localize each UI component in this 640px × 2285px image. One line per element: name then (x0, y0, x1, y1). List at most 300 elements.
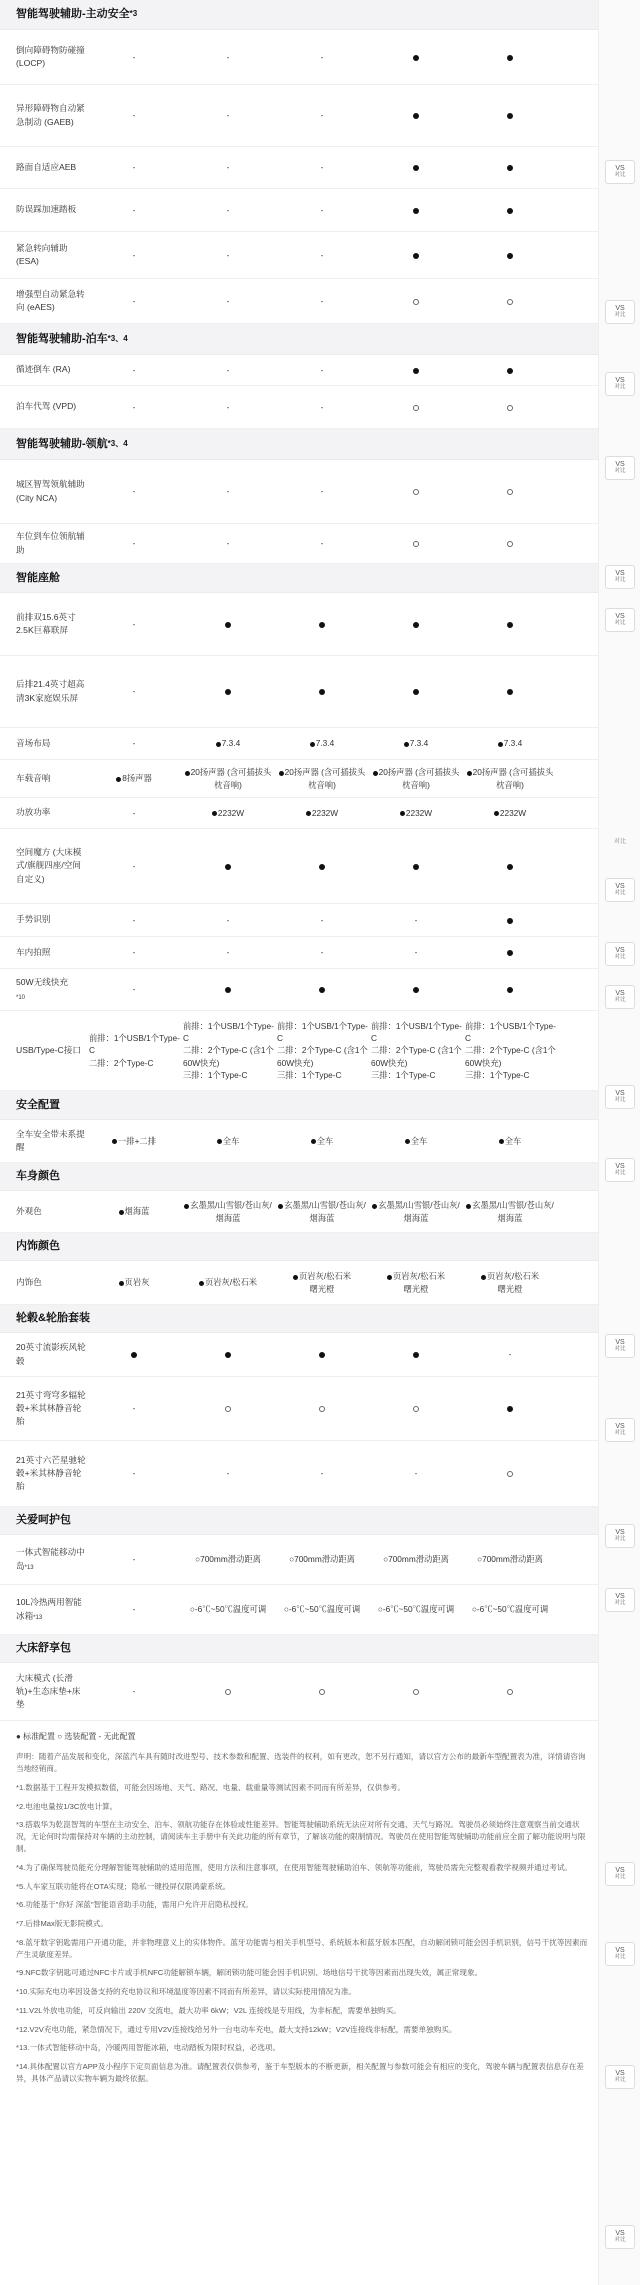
footnote: *11.V2L外放电功能，可反向输出 220V 交流电，最大功率 6kW；V2L 连接线是专用线，为非标配，需要单独购买。 (16, 2005, 401, 2015)
compare-label: 对比 (614, 383, 626, 390)
compare-button[interactable] (605, 878, 635, 902)
cell: - (132, 807, 136, 818)
compare-label: 对比 (614, 1169, 626, 1176)
cell-dot (275, 860, 369, 872)
row-label: 全车安全带未系提醒 (16, 1128, 85, 1152)
vs-icon: VS (615, 1162, 625, 1170)
optional-ring (413, 1689, 419, 1695)
footnote: 声明：随着产品发展和变化，深蓝汽车具有随时改进型号、技术参数和配置、选装件的权利，如有更改，恕不另行通知，请以官方公布的最新车型配置表为准，详情请咨询当地经销商。 (16, 1752, 586, 1774)
row-label: 音场布局 (16, 737, 51, 748)
standard-dot (310, 742, 315, 747)
row-speakers (0, 760, 640, 798)
standard-dot (225, 622, 231, 628)
cell (463, 1135, 557, 1147)
compare-button[interactable] (605, 160, 635, 184)
cell: - (320, 51, 324, 62)
row-space-magic (0, 829, 640, 904)
cell (463, 807, 557, 819)
cell: - (226, 162, 230, 173)
standard-dot (507, 689, 513, 695)
row-locp (0, 30, 640, 85)
compare-button[interactable] (605, 372, 635, 396)
section-body-color (0, 1163, 640, 1191)
standard-dot (405, 1139, 410, 1144)
optional-ring (319, 1689, 325, 1695)
row-label-text: 一体式智能移动中岛 (16, 1547, 85, 1571)
cell-dot (463, 983, 557, 995)
compare-button[interactable] (605, 1588, 635, 1612)
compare-label: 对比 (614, 619, 626, 626)
compare-button[interactable] (605, 1334, 635, 1358)
row-label: 异形障碍物自动紧急制动 (GAEB) (16, 103, 85, 127)
cell-dot (369, 249, 463, 261)
legend: ● 标准配置 ○ 选装配置 - 无此配置 (16, 1732, 136, 1741)
cell: - (320, 486, 324, 497)
section-title: 智能驾驶辅助-主动安全 (16, 8, 130, 21)
section-title: 智能座舱 (16, 571, 60, 584)
row-gesture (0, 904, 640, 937)
optional-ring (507, 541, 513, 547)
row-label: 内饰色 (16, 1276, 42, 1287)
cell (369, 766, 463, 790)
standard-dot (507, 918, 513, 924)
cell: - (414, 1468, 418, 1479)
cell (87, 1276, 181, 1288)
vs-icon: VS (615, 946, 625, 954)
optional-ring (225, 1406, 231, 1412)
standard-dot (279, 771, 284, 776)
standard-dot (372, 1204, 377, 1209)
cell-ring (275, 1685, 369, 1697)
cell: - (226, 295, 230, 306)
row-label: 城区智驾领航辅助 (City NCA) (16, 479, 85, 503)
row-esa (0, 232, 640, 279)
row-wireless (0, 969, 640, 1011)
cell (463, 1199, 557, 1223)
standard-dot (225, 1352, 231, 1358)
vs-icon: VS (615, 164, 625, 172)
standard-dot (116, 777, 121, 782)
compare-button[interactable] (605, 2225, 635, 2249)
standard-dot (131, 1352, 137, 1358)
vs-icon: VS (615, 2069, 625, 2077)
cell: - (320, 110, 324, 121)
cell: - (320, 204, 324, 215)
row-ext-color (0, 1191, 640, 1233)
cell (275, 807, 369, 819)
cell-dot (463, 914, 557, 926)
row-label: 路面自适应AEB (16, 161, 77, 172)
row-aeb (0, 147, 640, 189)
cell-dot (181, 1348, 275, 1360)
cell-ring (369, 1402, 463, 1414)
cell-text: 全车 (504, 1135, 522, 1146)
row-wheel21a (0, 1377, 640, 1441)
cell: - (226, 364, 230, 375)
standard-dot (319, 987, 325, 993)
compare-label: 对比 (614, 2076, 626, 2083)
compare-button[interactable] (605, 1524, 635, 1548)
cell-text: 玄墨黑/山雪银/苍山灰/烟海蓝 (284, 1200, 366, 1223)
cell-dot (275, 983, 369, 995)
compare-label: 对比 (614, 171, 626, 178)
standard-dot (373, 771, 378, 776)
compare-button[interactable] (605, 456, 635, 480)
cell: - (132, 738, 136, 749)
cell-text: 烟海蓝 (124, 1206, 150, 1217)
row-label (0, 976, 87, 1003)
cell: - (132, 947, 136, 958)
cell-text: 20扬声器 (含可插拔头枕音响) (378, 767, 460, 790)
row-label-text: 10L冷热两用智能冰箱 (16, 1597, 82, 1621)
cell-text: 2232W (217, 807, 245, 818)
section-title: 关爱呵护包 (16, 1514, 71, 1527)
compare-button[interactable] (605, 942, 635, 966)
row-usb (0, 1011, 640, 1091)
row-label: 防误踩加速踏板 (16, 204, 77, 215)
cell: 前排：1个USB/1个Type-C 二排：2个Type-C (89, 1033, 180, 1068)
standard-dot (413, 864, 419, 870)
cell-text: 玄墨黑/山雪银/苍山灰/烟海蓝 (472, 1200, 554, 1223)
footnote: *1.数据基于工程开发模拟数值，可能会因场地、天气、路况、电量、载重量等测试因素不同而有所差异，仅供参考。 (16, 1782, 405, 1792)
cell-dot (275, 618, 369, 630)
vs-icon: VS (615, 1528, 625, 1536)
cell: - (132, 618, 136, 629)
cell-text: 8扬声器 (122, 773, 152, 784)
row-wheel21b (0, 1441, 640, 1507)
cell-dot (369, 618, 463, 630)
cell: - (132, 486, 136, 497)
cell-ring (181, 1685, 275, 1697)
cell-dot (369, 109, 463, 121)
cell-dot (181, 618, 275, 630)
standard-dot (467, 771, 472, 776)
section-care-pack (0, 1507, 640, 1535)
cell: - (132, 914, 136, 925)
standard-dot (507, 950, 513, 956)
section-sup: *3、4 (107, 438, 128, 448)
standard-dot (184, 1204, 189, 1209)
cell: ○700mm滑动距离 (477, 1554, 543, 1565)
footnotes (0, 1721, 640, 2102)
cell-dot (369, 204, 463, 216)
footnote: *7.后排Max版无影院模式。 (16, 1919, 108, 1929)
compare-label[interactable]: 对比 (613, 839, 626, 845)
section-title: 安全配置 (16, 1098, 60, 1111)
cell-dot (369, 161, 463, 173)
footnote: *5.人车家互联功能将在OTA实现；隐私一键投屏仅限鸿蒙系统。 (16, 1881, 231, 1891)
cell: - (132, 538, 136, 549)
cell: - (320, 538, 324, 549)
row-int-color (0, 1261, 640, 1305)
cell (181, 1135, 275, 1147)
standard-dot (319, 622, 325, 628)
vs-icon: VS (615, 460, 625, 468)
cell-dot (463, 161, 557, 173)
section-title: 大床舒享包 (16, 1642, 71, 1655)
cell: - (132, 984, 136, 995)
compare-button[interactable] (605, 1158, 635, 1182)
compare-button[interactable] (605, 1942, 635, 1966)
compare-label: 对比 (614, 311, 626, 318)
standard-dot (413, 165, 419, 171)
standard-dot (225, 987, 231, 993)
standard-dot (481, 1275, 486, 1280)
cell: - (226, 1468, 230, 1479)
row-front-screen (0, 593, 640, 656)
cell: - (508, 1349, 512, 1360)
compare-label: 对比 (614, 576, 626, 583)
row-camera (0, 937, 640, 969)
cell: ○-6℃~50℃温度可调 (377, 1604, 455, 1615)
row-rear-screen (0, 656, 640, 728)
row-belt (0, 1120, 640, 1163)
cell-dot (463, 364, 557, 376)
compare-button[interactable] (605, 608, 635, 632)
cell-text: 全车 (410, 1135, 428, 1146)
compare-label: 对比 (614, 1953, 626, 1960)
section-interior-color (0, 1233, 640, 1261)
vs-icon: VS (615, 304, 625, 312)
footnote: *13.一体式智能移动中岛，冷暖两用智能冰箱，电动踏板为限时权益，必选项。 (16, 2043, 281, 2053)
cell-dot (463, 946, 557, 958)
cell: - (132, 110, 136, 121)
section-sup: *3 (129, 9, 138, 19)
compare-label: 对比 (614, 2236, 626, 2243)
cell-ring (369, 1685, 463, 1697)
row-label: 车内拍照 (16, 946, 51, 957)
cell (463, 766, 557, 790)
cell: - (132, 1468, 136, 1479)
compare-label: 对比 (614, 889, 626, 896)
standard-dot (498, 742, 503, 747)
standard-dot (507, 165, 513, 171)
cell: - (132, 860, 136, 871)
row-label: 功放功率 (16, 807, 51, 818)
cell: 前排：1个USB/1个Type-C 二排：2个Type-C (含1个60W快充) 三排：1个Type-C (183, 1021, 274, 1080)
cell (369, 1199, 463, 1223)
cell (369, 737, 463, 749)
cell: ○-6℃~50℃温度可调 (283, 1604, 361, 1615)
row-label: 空间魔方 (大床模式/旗舰四座/空间自定义) (16, 847, 82, 884)
row-label: 手势识别 (16, 914, 51, 925)
optional-ring (507, 405, 513, 411)
compare-button[interactable] (605, 2065, 635, 2089)
row-power (0, 798, 640, 829)
cell: - (226, 947, 230, 958)
cell (369, 1270, 463, 1294)
row-label: 前排双15.6英寸2.5K巨幕联屏 (16, 611, 76, 635)
standard-dot (387, 1275, 392, 1280)
row-label-text: 50W无线快充 (16, 977, 69, 988)
section-parking (0, 324, 640, 355)
row-gaeb (0, 85, 640, 147)
standard-dot (507, 987, 513, 993)
cell-dot (87, 1348, 181, 1360)
row-label-sup: *10 (16, 994, 26, 1001)
compare-label: 对比 (614, 1096, 626, 1103)
standard-dot (499, 1139, 504, 1144)
cell-text: 2232W (499, 807, 527, 818)
standard-dot (507, 253, 513, 259)
section-safety (0, 1091, 640, 1120)
cell-text: 20扬声器 (含可插拔头枕音响) (190, 767, 272, 790)
cell-text: 玄墨黑/山雪银/苍山灰/烟海蓝 (190, 1200, 272, 1223)
standard-dot (225, 689, 231, 695)
cell-dot (463, 109, 557, 121)
cell: - (132, 204, 136, 215)
section-wheels (0, 1305, 640, 1333)
standard-dot (507, 113, 513, 119)
optional-ring (507, 299, 513, 305)
optional-ring (413, 405, 419, 411)
cell-text: 页岩灰/松石米 (204, 1277, 258, 1288)
cell-text: 7.3.4 (503, 738, 523, 749)
cell-ring (463, 485, 557, 497)
row-label: 大床模式 (长滑轨)+生态床垫+床垫 (16, 1672, 81, 1710)
row-vpd (0, 383, 640, 429)
row-fridge (0, 1585, 640, 1635)
cell: - (226, 486, 230, 497)
section-title: 智能驾驶辅助-泊车 (16, 332, 108, 345)
compare-button[interactable] (605, 1418, 635, 1442)
standard-dot (413, 208, 419, 214)
row-label: 后排21.4英寸超高清3K家庭娱乐屏 (16, 679, 85, 703)
row-pedal-board (0, 1535, 640, 1585)
row-label: 泊车代驾 (VPD) (16, 401, 77, 412)
cell (275, 1199, 369, 1223)
compare-label: 对比 (614, 1599, 626, 1606)
cell-ring (463, 295, 557, 307)
cell-dot (463, 860, 557, 872)
standard-dot (212, 811, 217, 816)
optional-ring (225, 1689, 231, 1695)
cell-text: 20扬声器 (含可插拔头枕音响) (284, 767, 366, 790)
cell-text: 2232W (311, 807, 339, 818)
vs-icon: VS (615, 1592, 625, 1600)
vs-icon: VS (615, 612, 625, 620)
cell (87, 772, 181, 784)
cell: - (132, 1686, 136, 1697)
cell-dot (369, 685, 463, 697)
cell: - (320, 1468, 324, 1479)
standard-dot (119, 1281, 124, 1286)
cell (463, 737, 557, 749)
cell (181, 1199, 275, 1223)
standard-dot (404, 742, 409, 747)
footnote: *10.实际充电功率因设备支持的充电协议和环境温度等因素不同而有所差异，请以实际使用情况为准。 (16, 1987, 357, 1997)
standard-dot (185, 771, 190, 776)
standard-dot (413, 689, 419, 695)
cell: - (320, 364, 324, 375)
standard-dot (278, 1204, 283, 1209)
vs-icon: VS (615, 1946, 625, 1954)
row-sound-layout (0, 728, 640, 760)
optional-ring (413, 541, 419, 547)
footnote: *8.蓝牙数字钥匙需用户开通功能，并非物理意义上的实体物件。蓝牙功能需与相关手机型号、系统版本和蓝牙版本匹配，自动解闭锁可能会因手机识别，信号干扰等因素而产生灵敏度差异。 (16, 1937, 588, 1959)
cell: - (132, 1604, 136, 1615)
cell-ring (463, 1467, 557, 1479)
standard-dot (400, 811, 405, 816)
cell-text: 一排+二排 (117, 1135, 157, 1146)
optional-ring (413, 299, 419, 305)
standard-dot (216, 742, 221, 747)
row-label: 循迹倒车 (RA) (16, 364, 71, 375)
cell-text: 20扬声器 (含可插拔头枕音响) (472, 767, 554, 790)
standard-dot (217, 1139, 222, 1144)
cell (275, 737, 369, 749)
standard-dot (413, 55, 419, 61)
cell (369, 807, 463, 819)
cell-ring (181, 1402, 275, 1414)
standard-dot (413, 113, 419, 119)
cell: - (226, 110, 230, 121)
cell (87, 1135, 181, 1147)
vs-icon: VS (615, 1338, 625, 1346)
cell: - (320, 947, 324, 958)
cell-ring (369, 295, 463, 307)
compare-button[interactable] (605, 300, 635, 324)
vs-icon: VS (615, 1089, 625, 1097)
vs-icon: VS (615, 1866, 625, 1874)
cell: - (132, 1554, 136, 1565)
row-label: 21英寸六芒星驰轮毂+米其林静音轮胎 (16, 1454, 86, 1492)
compare-label: 对比 (614, 1345, 626, 1352)
cell-text: 7.3.4 (221, 738, 241, 749)
cell-dot (463, 249, 557, 261)
row-eaes (0, 279, 640, 324)
standard-dot (225, 864, 231, 870)
standard-dot (413, 1352, 419, 1358)
vs-icon: VS (615, 882, 625, 890)
vs-icon: VS (615, 1422, 625, 1430)
cell: - (132, 295, 136, 306)
optional-ring (507, 1471, 513, 1477)
cell: - (320, 162, 324, 173)
cell: - (226, 249, 230, 260)
footnote: *4.为了确保驾驶员能充分理解智能驾驶辅助的适用范围，使用方法和注意事项，在使用智能驾驶辅助泊车、领航等功能前，驾驶员需先完整观看教学视频并通过考试。 (16, 1862, 573, 1872)
cell: - (320, 249, 324, 260)
cell: - (226, 204, 230, 215)
cell-ring (369, 485, 463, 497)
cell (181, 1276, 275, 1288)
cell-dot (181, 685, 275, 697)
row-label: 增强型自动紧急转向 (eAES) (16, 288, 85, 312)
standard-dot (199, 1281, 204, 1286)
compare-button[interactable] (605, 565, 635, 589)
row-label: 紧急转向辅助 (ESA) (16, 242, 68, 266)
cell-dot (275, 685, 369, 697)
compare-button[interactable] (605, 1862, 635, 1886)
row-label (0, 1546, 87, 1573)
cell-text: 全车 (316, 1135, 334, 1146)
compare-button[interactable] (605, 1085, 635, 1109)
cell: - (320, 914, 324, 925)
standard-dot (319, 1352, 325, 1358)
compare-button[interactable] (605, 985, 635, 1009)
cell (181, 737, 275, 749)
cell-dot (181, 860, 275, 872)
cell: - (132, 162, 136, 173)
cell-ring (463, 1685, 557, 1697)
footnote: *12.V2V充电功能，紧急情况下，通过专用V2V连接线给另外一台电动车充电，最大支持12kW；V2V连接线非标配，需要单独购买。 (16, 2024, 457, 2034)
cell (87, 1205, 181, 1217)
cell: - (132, 249, 136, 260)
optional-ring (413, 489, 419, 495)
standard-dot (466, 1204, 471, 1209)
standard-dot (507, 1406, 513, 1412)
cell (275, 1135, 369, 1147)
